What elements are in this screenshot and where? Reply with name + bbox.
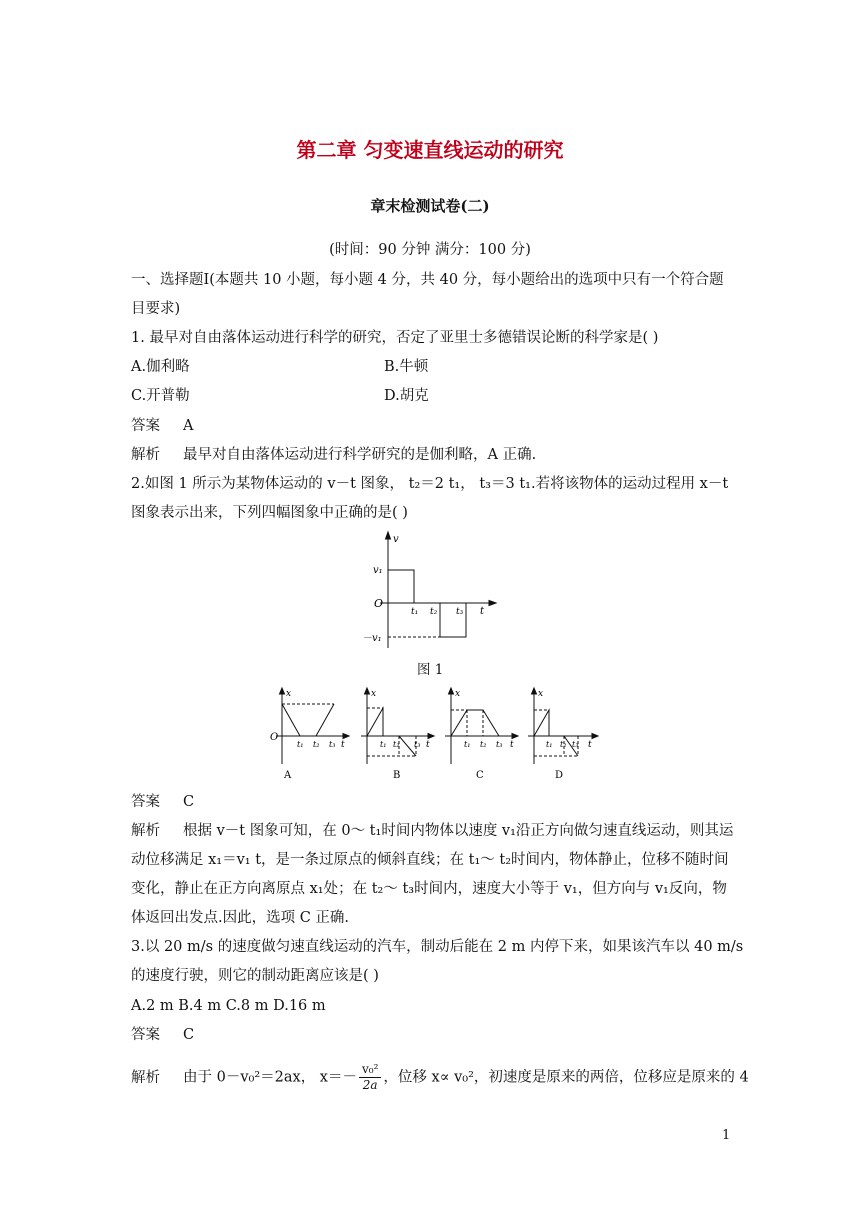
graph-c-t3: t₃ <box>496 740 503 749</box>
graph-b-t2: t₂ <box>393 740 400 749</box>
graph-a-x-label: x <box>286 689 292 699</box>
analysis-text-part1: 由于 0－v₀²＝2ax， x＝－ <box>183 1069 357 1086</box>
graph-b-t3: t₃ <box>414 740 421 749</box>
graph-a <box>276 688 349 764</box>
chapter-title: 第二章 匀变速直线运动的研究 <box>296 138 564 162</box>
choice-graphs <box>262 686 602 784</box>
answer-label: 答案 <box>131 794 160 810</box>
graph-b-t1: t₁ <box>380 740 387 749</box>
t-axis-label: t <box>480 606 485 617</box>
q1-analysis <box>131 445 536 465</box>
answer-value: C <box>183 794 195 810</box>
graph-a-t1: t₁ <box>297 740 304 749</box>
q1-stem: 1. 最早对自由落体运动进行科学的研究，否定了亚里士多德错误论断的科学家是( ) <box>131 330 659 346</box>
graph-a-t-label: t <box>341 740 345 750</box>
v1-label: v₁ <box>373 565 383 576</box>
graph-c-t2: t₂ <box>480 740 487 749</box>
q2-analysis-line3: 变化，静止在正方向离原点 x₁处；在 t₂～ t₃时间内，速度大小等于 v₁，但方向与 v₁反向，物 <box>131 881 727 897</box>
t3-label: t₃ <box>456 607 464 617</box>
segment-positive <box>388 570 414 603</box>
graph-d-label: D <box>555 770 564 781</box>
q2-analysis-line2: 动位移满足 x₁＝v₁ t，是一条过原点的倾斜直线；在 t₁～ t₂时间内，物体静止，位移不随时间 <box>131 852 729 868</box>
q1-answer <box>131 416 193 436</box>
figure-1-vt-graph <box>360 530 510 652</box>
graph-d-t1: t₁ <box>546 740 553 749</box>
graph-b-label: B <box>393 770 401 781</box>
analysis-text-part2: ，位移 x∝ v₀²，初速度是原来的两倍，位移应是原来的 4 <box>383 1069 749 1086</box>
graph-a-t3: t₃ <box>329 740 336 749</box>
t2-label: t₂ <box>430 607 438 617</box>
q2-answer <box>131 792 194 812</box>
q3-stem-line1: 3.以 20 m/s 的速度做匀速直线运动的汽车，制动后能在 2 m 内停下来，如果该汽车以 40 m/s <box>131 939 744 955</box>
page-number: 1 <box>722 1128 731 1143</box>
graph-b-x-label: x <box>371 689 377 699</box>
graph-a-label: A <box>284 770 292 781</box>
section-heading-line2: 目要求) <box>131 301 181 317</box>
exam-subtitle: 章末检测试卷(二) <box>370 197 490 215</box>
fraction <box>359 1062 381 1093</box>
graph-d-t-label: t <box>588 740 592 750</box>
section-heading-line1: 一、选择题Ⅰ(本题共 10 小题，每小题 4 分，共 40 分，每小题给出的选项中只有一个符合题 <box>131 272 724 288</box>
q1-option-a: A.伽利略 <box>131 359 190 375</box>
graph-c-x-label: x <box>455 689 461 699</box>
graph-b-t-label: t <box>426 740 430 750</box>
answer-label: 答案 <box>131 418 160 434</box>
analysis-label: 解析 <box>131 823 160 839</box>
neg-v1-label: －v₁ <box>362 633 382 644</box>
q3-answer <box>131 1025 194 1045</box>
answer-value: A <box>183 418 194 434</box>
graph-a-t2: t₂ <box>313 740 320 749</box>
analysis-label: 解析 <box>131 447 160 463</box>
q1-option-b: B.牛顿 <box>384 359 429 375</box>
analysis-label: 解析 <box>131 1069 160 1086</box>
answer-label: 答案 <box>131 1027 160 1043</box>
q2-stem-line2: 图象表示出来，下列四幅图象中正确的是( ) <box>131 505 408 521</box>
graph-c-t1: t₁ <box>464 740 471 749</box>
analysis-text: 最早对自由落体运动进行科学研究的是伽利略，A 正确. <box>183 447 537 463</box>
fraction-numerator: v₀² <box>359 1062 381 1078</box>
q3-options: A.2 m B.4 m C.8 m D.16 m <box>131 998 326 1014</box>
q3-analysis <box>131 1062 749 1093</box>
q3-stem-line2: 的速度行驶，则它的制动距离应该是( ) <box>131 968 379 984</box>
figure-1-caption: 图 1 <box>417 662 444 678</box>
q1-option-d: D.胡克 <box>384 388 429 404</box>
v-axis-arrow <box>386 532 391 539</box>
graph-a-origin: O <box>270 732 279 743</box>
graph-d <box>528 688 598 764</box>
graph-c <box>445 688 518 764</box>
graph-d-x-label: x <box>538 689 544 699</box>
answer-value: C <box>183 1027 195 1043</box>
origin-label: O <box>374 597 384 610</box>
graph-c-label: C <box>476 770 484 781</box>
graph-d-t3: t₃ <box>572 740 579 749</box>
t-axis-arrow <box>489 601 496 606</box>
analysis-text: 根据 v－t 图象可知，在 0～ t₁时间内物体以速度 v₁沿正方向做匀速直线运动，则其运 <box>183 823 734 839</box>
q2-stem-line1: 2.如图 1 所示为某物体运动的 v－t 图象， t₂＝2 t₁， t₃＝3 t₁.若将该物体的运动过程用 x－t <box>131 476 729 492</box>
graph-c-t-label: t <box>510 740 514 750</box>
q2-analysis-line4: 体返回出发点.因此，选项 C 正确. <box>131 910 350 926</box>
v-axis-label: v <box>393 534 399 545</box>
q2-analysis-line1 <box>131 821 733 841</box>
time-info: (时间：90 分钟 满分：100 分) <box>329 242 531 258</box>
graph-d-t2: t₂ <box>560 740 567 749</box>
fraction-denominator: 2a <box>362 1078 378 1092</box>
graph-b <box>361 688 434 764</box>
q1-option-c: C.开普勒 <box>131 388 190 404</box>
t1-label: t₁ <box>411 607 419 617</box>
